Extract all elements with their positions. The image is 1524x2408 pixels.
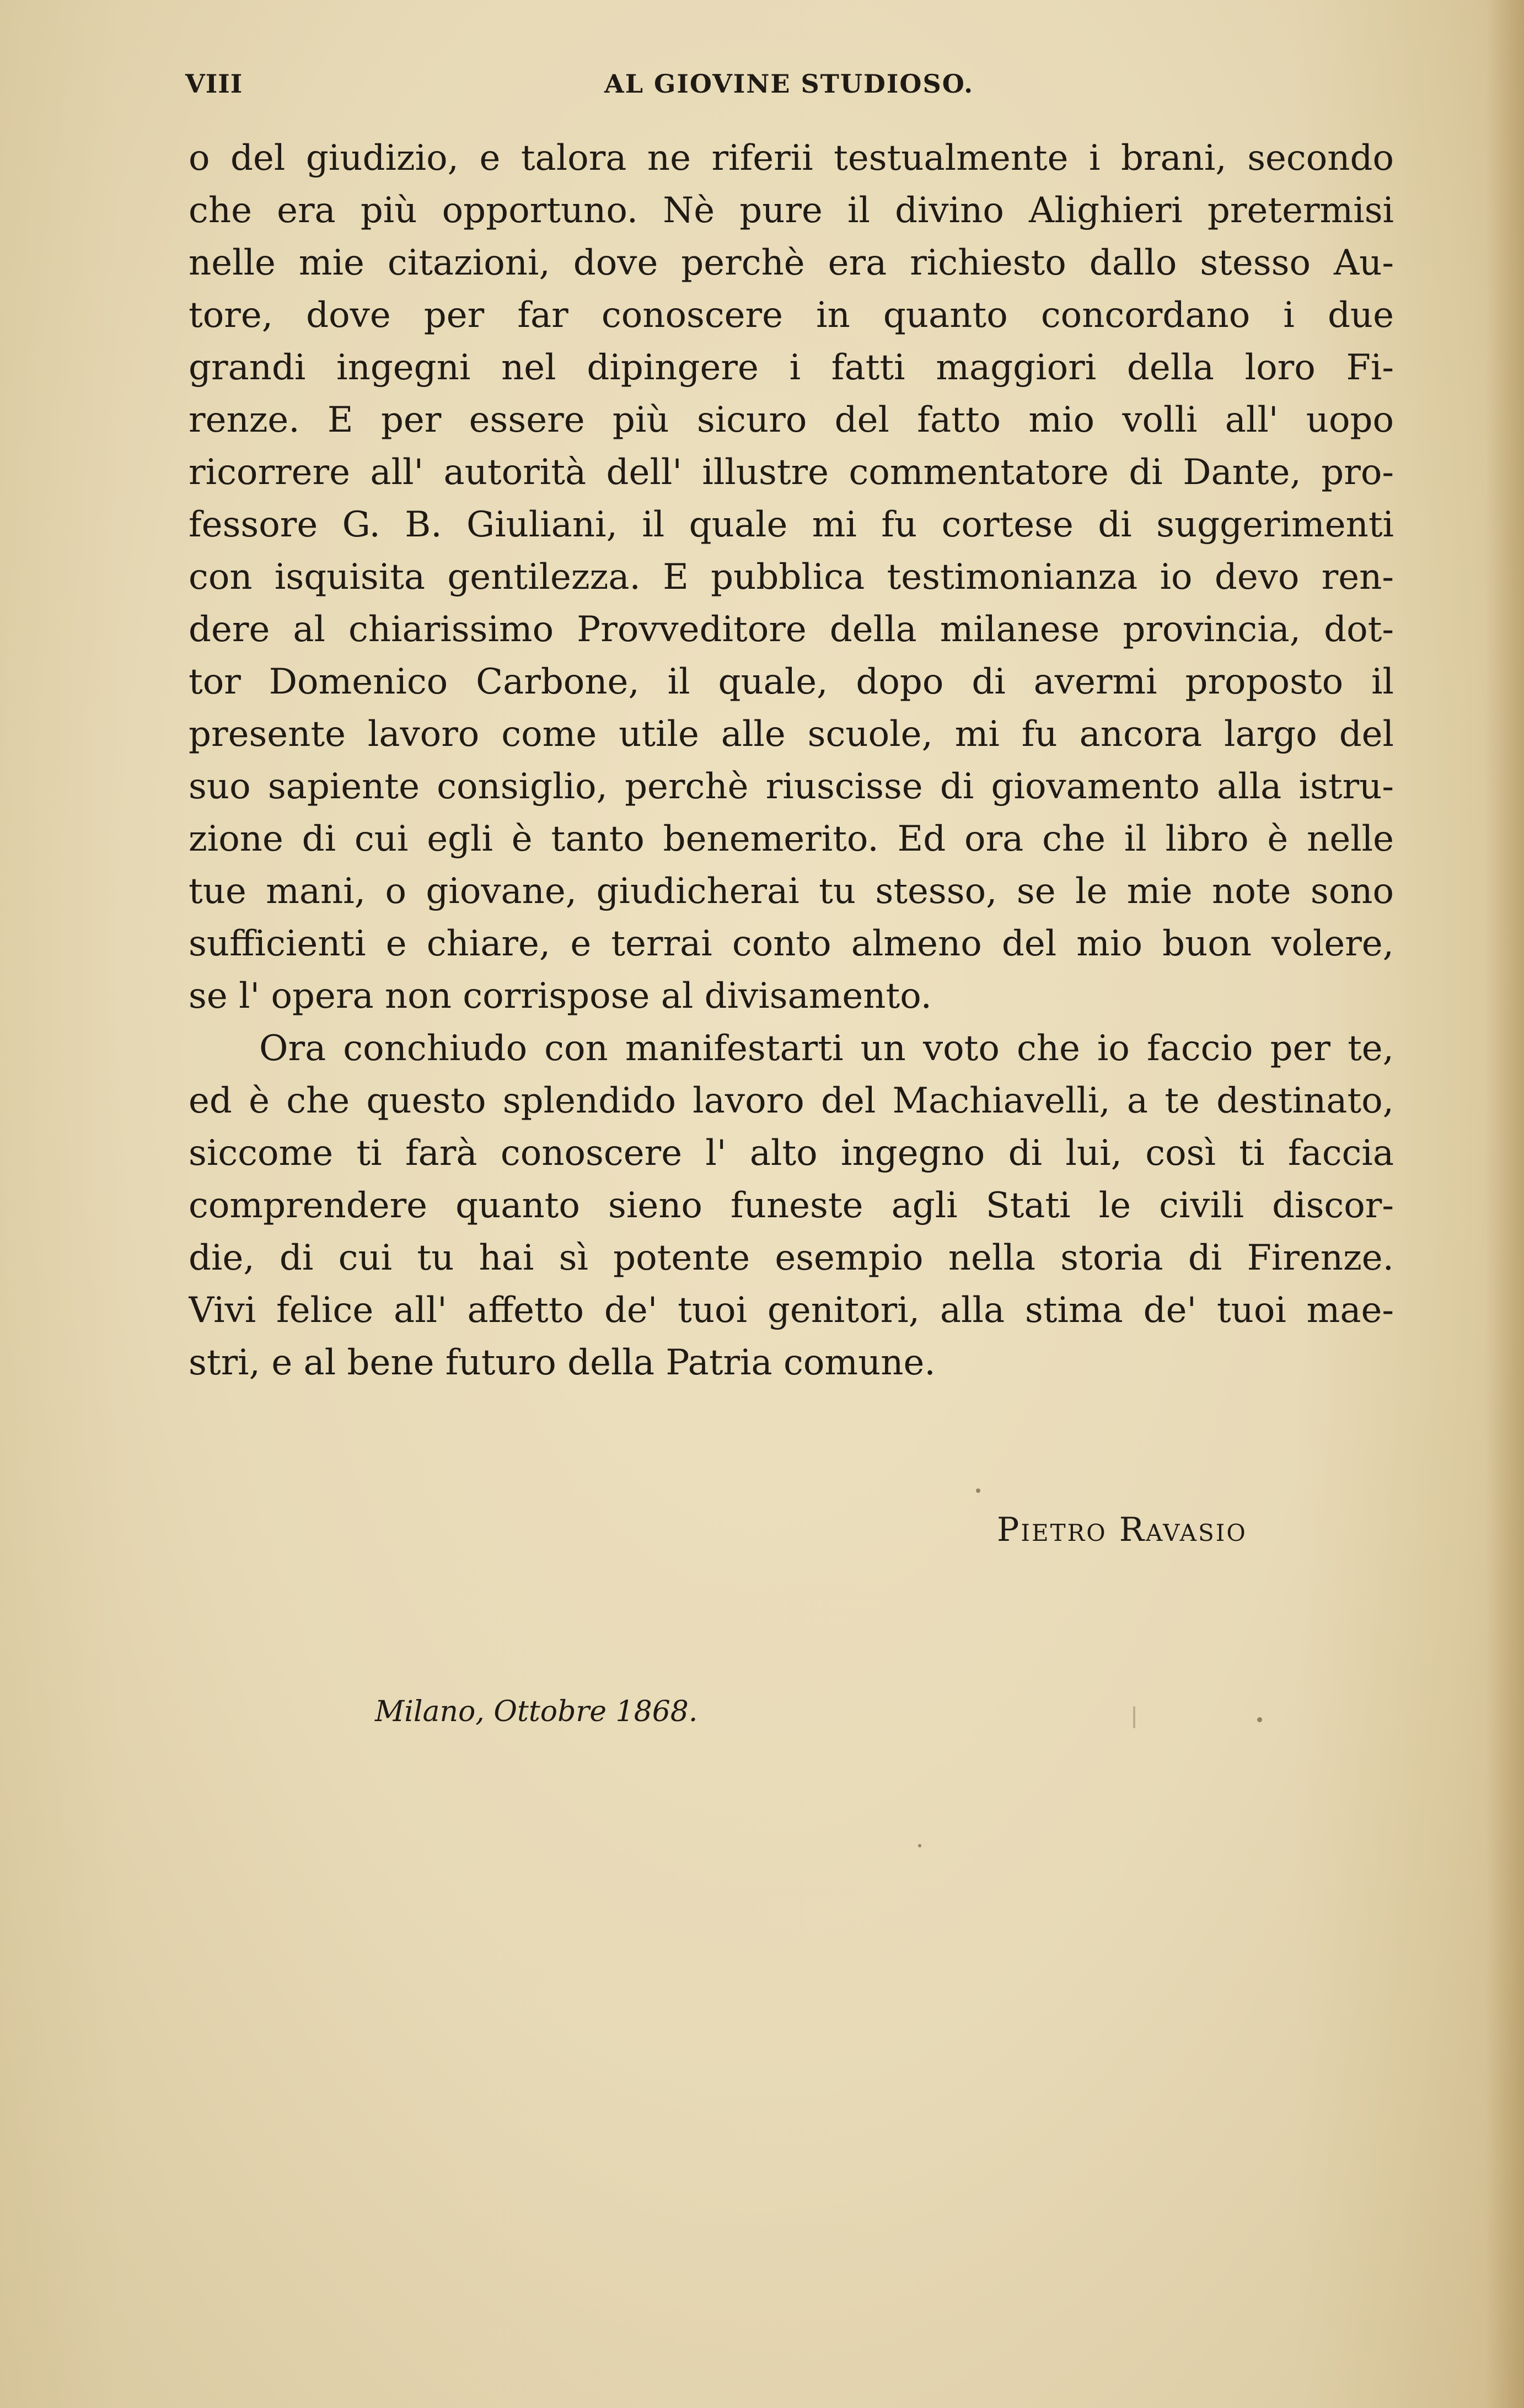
- page-number: VIII: [185, 69, 243, 99]
- text-line: che era più opportuno. Nè pure il divino Alighieri pretermisi: [189, 190, 1394, 231]
- paper-speck: [1133, 1706, 1135, 1728]
- text-line: stri, e al bene futuro della Patria comune.: [189, 1342, 936, 1383]
- text-line: siccome ti farà conoscere l' alto ingegno di lui, così ti faccia: [189, 1133, 1394, 1174]
- page-edge-shadow: [1485, 0, 1524, 2408]
- paper-speck: [1257, 1717, 1262, 1722]
- body-text: [189, 132, 1394, 1389]
- running-header: [185, 69, 1398, 113]
- text-line: tue mani, o giovane, giudicherai tu stesso, se le mie note sono: [189, 871, 1394, 912]
- text-line: suo sapiente consiglio, perchè riuscisse di giovamento alla istru-: [189, 766, 1394, 807]
- paper-speck: [918, 1844, 921, 1847]
- text-line: die, di cui tu hai sì potente esempio nella storia di Firenze.: [189, 1238, 1394, 1278]
- text-line: con isquisita gentilezza. E pubblica testimonianza io devo ren-: [189, 557, 1394, 598]
- text-line: nelle mie citazioni, dove perchè era richiesto dallo stesso Au-: [189, 243, 1394, 283]
- text-line: Ora conchiudo con manifestarti un voto che io faccio per te,: [259, 1028, 1394, 1069]
- text-line: tore, dove per far conoscere in quanto concordano i due: [189, 295, 1394, 336]
- text-line: renze. E per essere più sicuro del fatto mio volli all' uopo: [189, 400, 1394, 440]
- text-line: fessore G. B. Giuliani, il quale mi fu cortese di suggerimenti: [189, 504, 1394, 545]
- text-line: tor Domenico Carbone, il quale, dopo di avermi proposto il: [189, 662, 1394, 702]
- dateline: Milano, Ottobre 1868.: [375, 1695, 698, 1728]
- text-line: se l' opera non corrispose al divisamento.: [189, 976, 932, 1017]
- text-line: Vivi felice all' affetto de' tuoi genitori, alla stima de' tuoi mae-: [189, 1290, 1394, 1331]
- author-signature: Pietro Ravasio: [997, 1511, 1247, 1549]
- text-line: grandi ingegni nel dipingere i fatti maggiori della loro Fi-: [189, 347, 1394, 388]
- text-line: ed è che questo splendido lavoro del Machiavelli, a te destinato,: [189, 1081, 1394, 1121]
- text-line: sufficienti e chiare, e terrai conto almeno del mio buon volere,: [189, 923, 1394, 964]
- running-title: AL GIOVINE STUDIOSO.: [604, 69, 974, 99]
- text-line: comprendere quanto sieno funeste agli Stati le civili discor-: [189, 1185, 1394, 1226]
- text-line: presente lavoro come utile alle scuole, mi fu ancora largo del: [189, 714, 1394, 755]
- text-line: dere al chiarissimo Provveditore della milanese provincia, dot-: [189, 609, 1394, 650]
- text-line: o del giudizio, e talora ne riferii testualmente i brani, secondo: [189, 138, 1394, 179]
- paper-speck: [976, 1488, 980, 1493]
- text-line: zione di cui egli è tanto benemerito. Ed ora che il libro è nelle: [189, 819, 1394, 859]
- text-line: ricorrere all' autorità dell' illustre commentatore di Dante, pro-: [189, 452, 1394, 493]
